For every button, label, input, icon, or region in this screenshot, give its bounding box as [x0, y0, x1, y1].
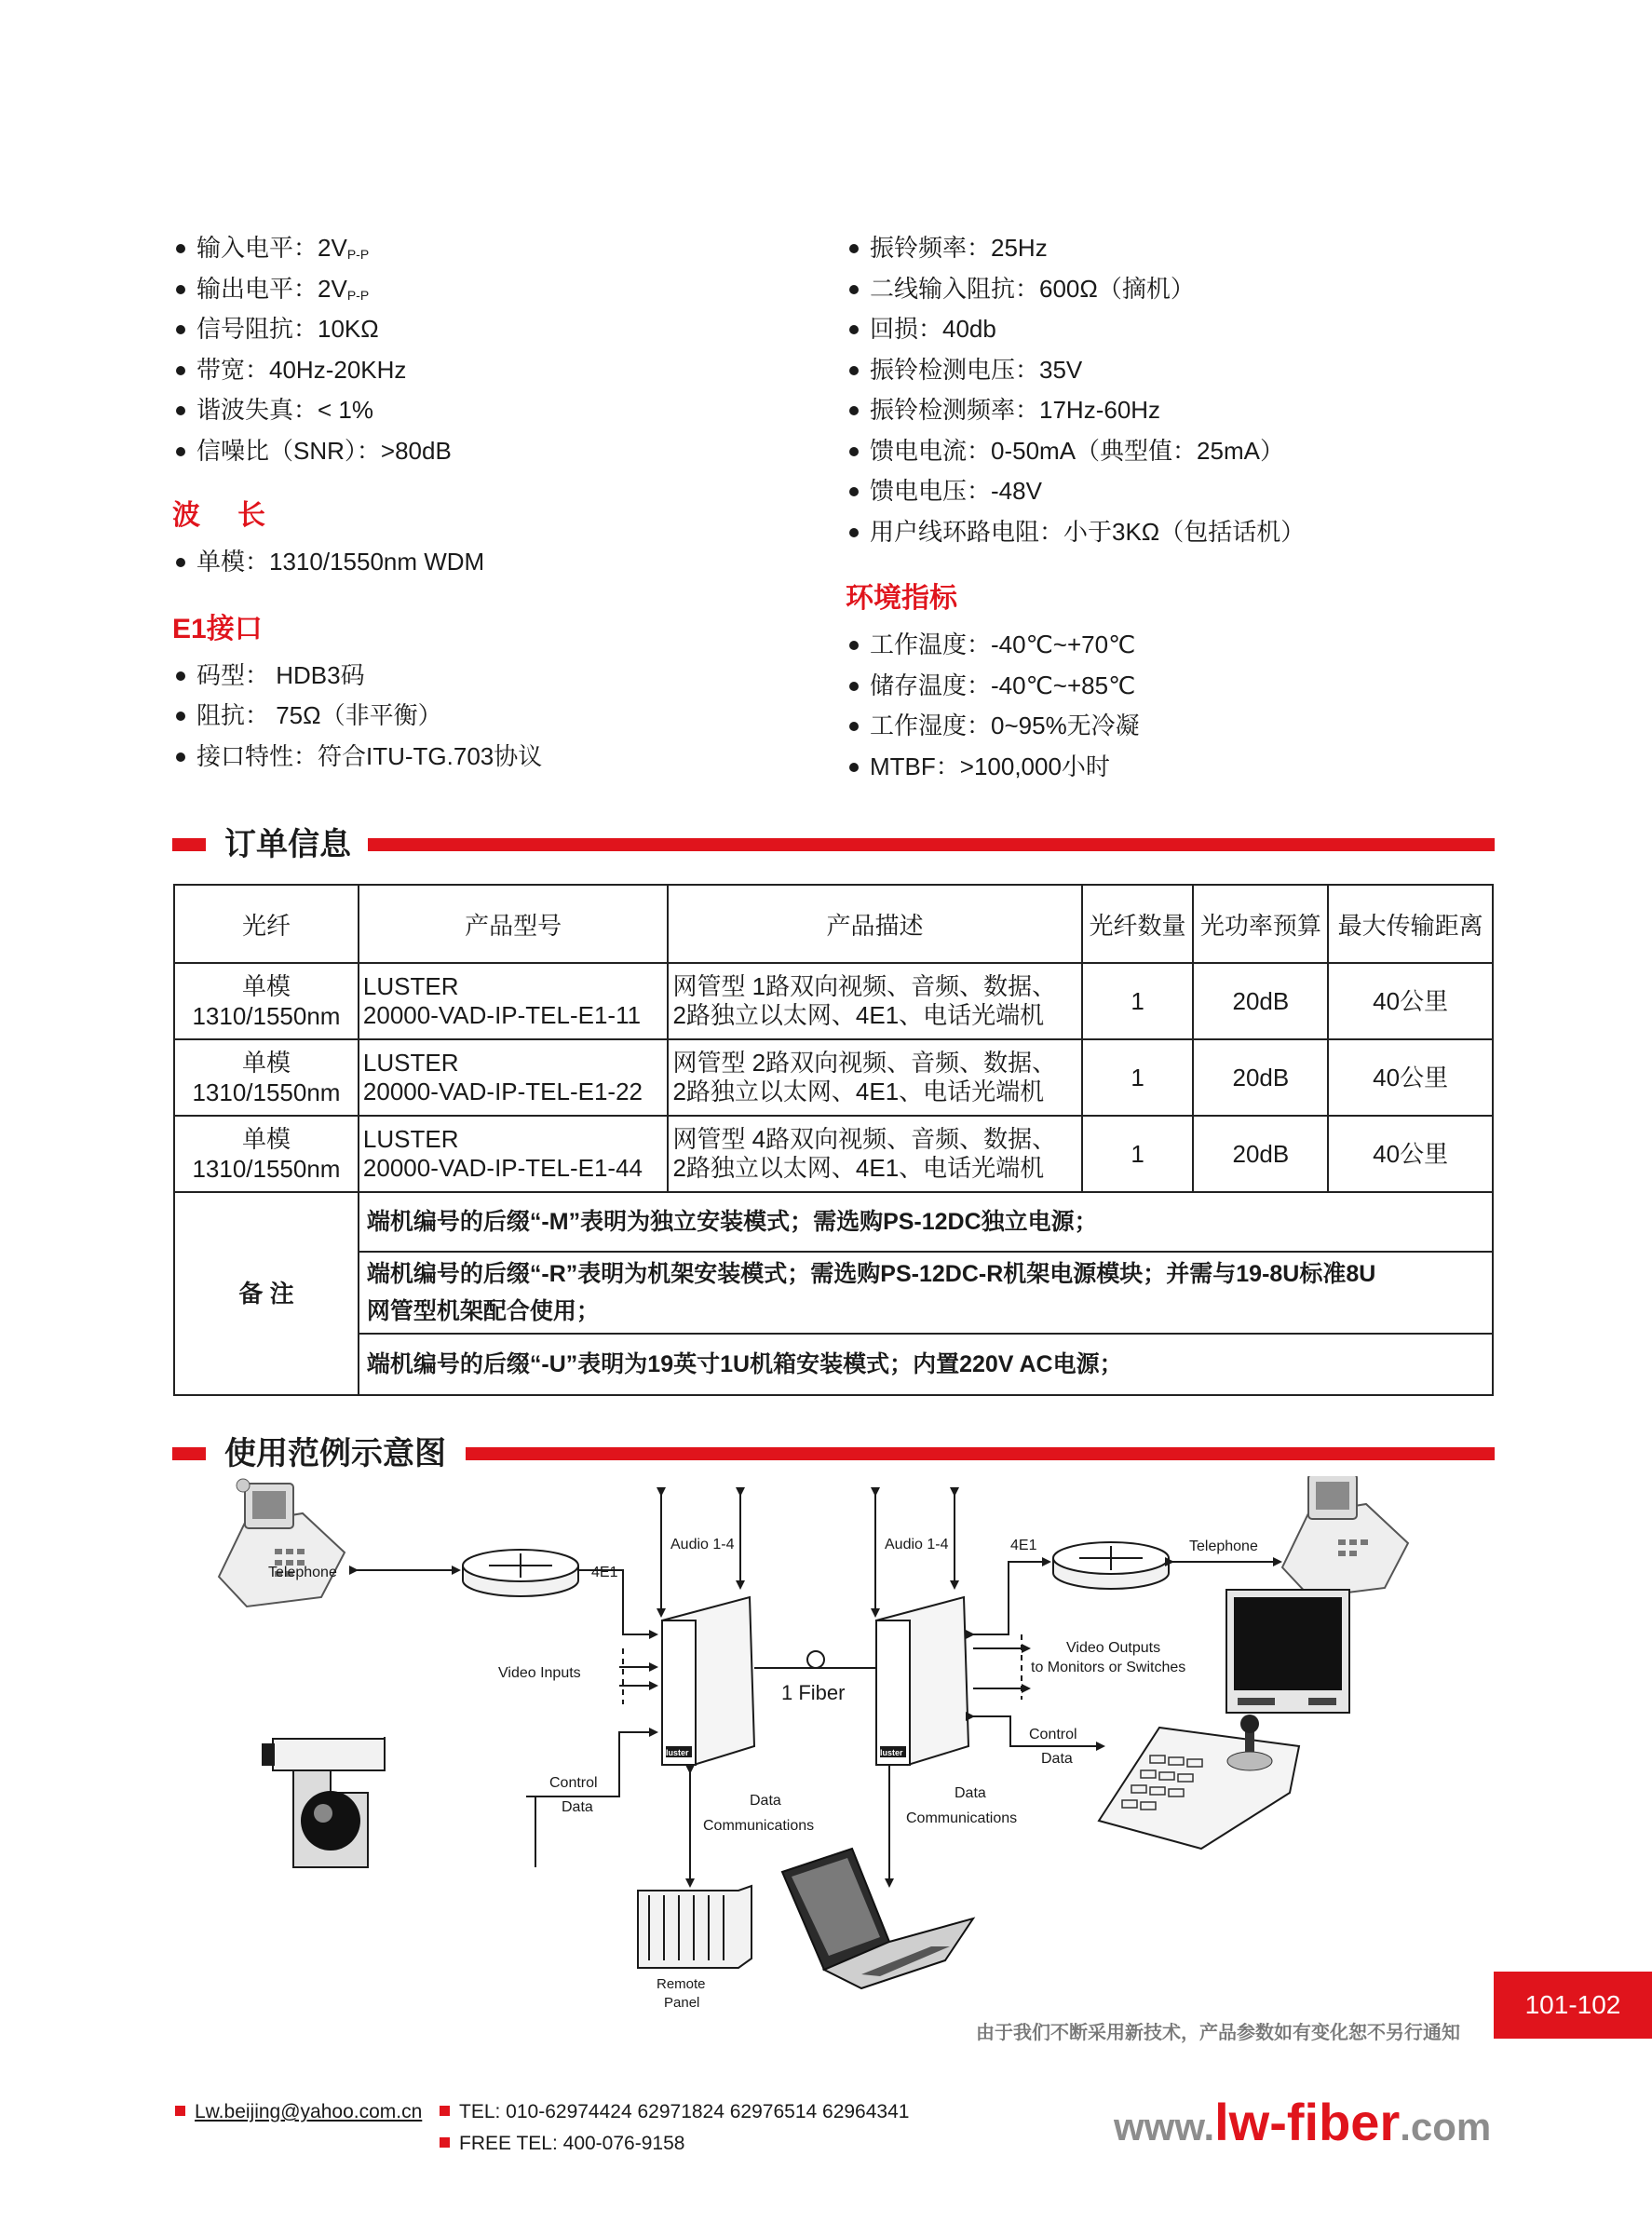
section-rule — [359, 838, 1495, 851]
email-link[interactable]: Lw.beijing@yahoo.com.cn — [195, 2101, 423, 2122]
e1-title: E1接口 — [172, 613, 263, 644]
telephone-right-label: Telephone — [1189, 1539, 1258, 1554]
usage-section-title: 使用范例示意图 — [224, 1432, 463, 1475]
spec-item: 振铃频率：25Hz — [846, 228, 1516, 269]
order-section-title: 订单信息 — [224, 823, 368, 866]
control-right-label: Control — [1029, 1727, 1077, 1742]
fiber-label: 1 Fiber — [781, 1681, 846, 1704]
model-cell: LUSTER 20000-VAD-IP-TEL-E1-11 — [359, 963, 669, 1039]
notes-row — [174, 1192, 1493, 1252]
router-left-icon — [463, 1550, 578, 1596]
telephone-left-label: Telephone — [268, 1565, 337, 1580]
section-marker — [172, 1447, 206, 1460]
right-spec-column — [846, 228, 1516, 787]
control-left-label: Control — [549, 1775, 598, 1791]
power-budget-cell: 20dB — [1193, 1039, 1328, 1116]
video-inputs-label: Video Inputs — [498, 1665, 581, 1681]
description-cell: 网管型 2路双向视频、音频、数据、 2路独立以太网、4E1、电话光端机 — [668, 1039, 1081, 1116]
spec-item: 信号阻抗：10KΩ — [172, 309, 815, 350]
laptop-icon — [782, 1849, 973, 1988]
page-number-tag: 101-102 — [1494, 1972, 1652, 2039]
email-contact — [175, 2101, 422, 2123]
spec-item: 带宽：40Hz-20KHz — [172, 350, 815, 391]
model-cell: LUSTER 20000-VAD-IP-TEL-E1-22 — [359, 1039, 669, 1116]
audio-right-label: Audio 1-4 — [885, 1537, 949, 1552]
spec-item: 用户线环路电阻：小于3KΩ（包括话机） — [846, 512, 1516, 553]
distance-cell: 40公里 — [1328, 1039, 1493, 1116]
power-budget-cell: 20dB — [1193, 963, 1328, 1039]
free-tel-contact — [440, 2133, 684, 2155]
control-keyboard-icon — [1099, 1715, 1299, 1849]
telephone-right-icon — [1282, 1476, 1408, 1597]
power-budget-cell: 20dB — [1193, 1116, 1328, 1192]
control-right-data-label: Data — [1041, 1751, 1073, 1767]
environment-title: 环境指标 — [846, 583, 957, 614]
fiber-qty-cell: 1 — [1082, 1116, 1194, 1192]
free-tel-text: FREE TEL: 400-076-9158 — [459, 2133, 685, 2154]
e1-spec-list — [172, 656, 815, 778]
disclaimer-text: 由于我们不断采用新技术，产品参数如有变化恕不另行通知 — [976, 2023, 1460, 2043]
remote-panel-icon — [638, 1886, 752, 1968]
note-item: 端机编号的后缀“-R”表明为机架安装模式；需选购PS-12DC-R机架电源模块；并需与19-8U标准8U 网管型机架配合使用； — [359, 1252, 1493, 1334]
remote-panel-label-2: Panel — [664, 1995, 700, 2011]
tel-contact — [440, 2101, 909, 2123]
notes-label: 备 注 — [174, 1192, 359, 1395]
application-diagram — [210, 1476, 1457, 2035]
bullet-square — [440, 2106, 450, 2116]
camera-icon — [262, 1739, 385, 1867]
tel-text: TEL: 010-62974424 62971824 62976514 62964341 — [459, 2101, 910, 2122]
section-rule — [466, 1447, 1495, 1460]
table-row — [174, 1039, 1493, 1116]
notes-row — [174, 1334, 1493, 1395]
environment-list — [846, 625, 1516, 787]
order-table — [173, 884, 1494, 1396]
table-header-row — [174, 885, 1493, 963]
spec-item: MTBF：>100,000小时 — [846, 747, 1516, 788]
website-link[interactable]: www.lw-fiber.com — [1114, 2093, 1492, 2151]
telephone-left-icon — [219, 1479, 345, 1607]
note-item: 端机编号的后缀“-U”表明为19英寸1U机箱安装模式；内置220V AC电源； — [359, 1334, 1493, 1395]
order-section-header — [172, 823, 1495, 866]
model-cell: LUSTER 20000-VAD-IP-TEL-E1-44 — [359, 1116, 669, 1192]
fiber-connector-icon — [807, 1651, 824, 1668]
distance-cell: 40公里 — [1328, 963, 1493, 1039]
spec-item: 回损：40db — [846, 309, 1516, 350]
bullet-square — [175, 2106, 185, 2116]
spec-item: 阻抗： 75Ω（非平衡） — [172, 696, 815, 737]
fiber-cell: 单模 1310/1550nm — [174, 1116, 359, 1192]
control-left-data-label: Data — [562, 1799, 593, 1815]
bullet-square — [440, 2137, 450, 2148]
note-item: 端机编号的后缀“-M”表明为独立安装模式；需选购PS-12DC独立电源； — [359, 1192, 1493, 1252]
column-header: 光纤 — [174, 885, 359, 963]
distance-cell: 40公里 — [1328, 1116, 1493, 1192]
fiber-cell: 单模 1310/1550nm — [174, 963, 359, 1039]
phone-spec-list — [846, 228, 1516, 552]
spec-item: 馈电电流：0-50mA（典型值：25mA） — [846, 431, 1516, 472]
column-header: 产品型号 — [359, 885, 669, 963]
receiver-device-icon — [876, 1597, 968, 1765]
spec-item: 输出电平：$2V_{P-P}$ — [172, 269, 815, 310]
device-logo-right: luster — [880, 1748, 903, 1757]
table-row — [174, 963, 1493, 1039]
e1-right-label: 4E1 — [1010, 1538, 1037, 1553]
column-header: 产品描述 — [668, 885, 1081, 963]
spec-item: 储存温度：-40℃~+85℃ — [846, 666, 1516, 707]
wavelength-title: 波长 — [172, 500, 303, 531]
section-marker — [172, 838, 206, 851]
notes-row — [174, 1252, 1493, 1334]
fiber-cell: 单模 1310/1550nm — [174, 1039, 359, 1116]
data-comm-left-label: Data — [750, 1793, 781, 1809]
wavelength-list — [172, 542, 815, 583]
description-cell: 网管型 4路双向视频、音频、数据、 2路独立以太网、4E1、电话光端机 — [668, 1116, 1081, 1192]
usage-section-header — [172, 1432, 1495, 1475]
table-row — [174, 1116, 1493, 1192]
video-outputs-label: Video Outputs — [1066, 1640, 1161, 1656]
video-outputs-label-2: to Monitors or Switches — [1031, 1660, 1186, 1675]
router-right-icon — [1053, 1542, 1169, 1589]
fiber-qty-cell: 1 — [1082, 1039, 1194, 1116]
fiber-qty-cell: 1 — [1082, 963, 1194, 1039]
spec-item: 二线输入阻抗：600Ω（摘机） — [846, 269, 1516, 310]
spec-item: 馈电电压：-48V — [846, 471, 1516, 512]
e1-left-label: 4E1 — [591, 1565, 618, 1580]
column-header: 最大传输距离 — [1328, 885, 1493, 963]
spec-item: 谐波失真：< 1% — [172, 390, 815, 431]
audio-spec-list — [172, 228, 815, 471]
column-header: 光纤数量 — [1082, 885, 1194, 963]
transmitter-device-icon — [662, 1597, 754, 1765]
monitor-icon — [1226, 1590, 1349, 1713]
spec-item: 振铃检测频率：17Hz-60Hz — [846, 390, 1516, 431]
left-spec-column — [172, 228, 815, 777]
column-header: 光功率预算 — [1193, 885, 1328, 963]
spec-item: 信噪比（SNR）：>80dB — [172, 431, 815, 472]
audio-left-label: Audio 1-4 — [670, 1537, 735, 1552]
spec-item: 振铃检测电压：35V — [846, 350, 1516, 391]
device-logo-left: luster — [666, 1748, 689, 1757]
spec-item: 输入电平：$2V_{P-P}$ — [172, 228, 815, 269]
data-comm-right-label: Data — [955, 1785, 986, 1801]
spec-item: 单模：1310/1550nm WDM — [172, 542, 815, 583]
data-comm-right-label-2: Communications — [906, 1810, 1018, 1826]
spec-item: 工作湿度：0~95%无冷凝 — [846, 706, 1516, 747]
description-cell: 网管型 1路双向视频、音频、数据、 2路独立以太网、4E1、电话光端机 — [668, 963, 1081, 1039]
spec-item: 码型： HDB3码 — [172, 656, 815, 697]
spec-item: 接口特性：符合ITU-TG.703协议 — [172, 737, 815, 778]
spec-item: 工作温度：-40℃~+70℃ — [846, 625, 1516, 666]
remote-panel-label: Remote — [657, 1976, 706, 1992]
data-comm-left-label-2: Communications — [703, 1818, 815, 1834]
